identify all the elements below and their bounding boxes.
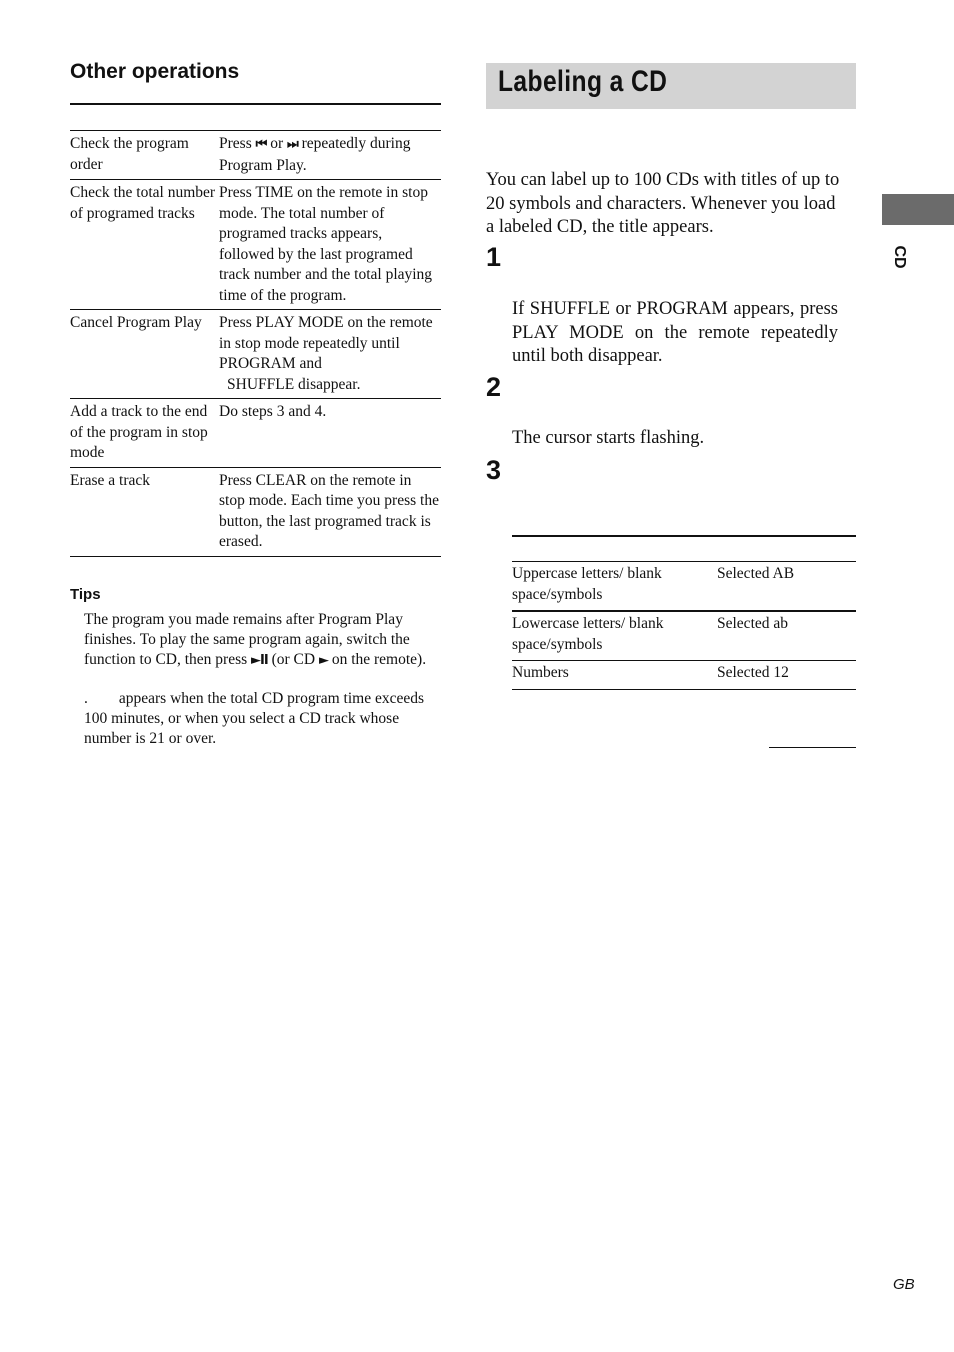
- desc-text: SHUFFLE disappear.: [227, 375, 361, 393]
- tip-item: [84, 610, 442, 670]
- table-row: [70, 399, 441, 468]
- table-row: [70, 310, 441, 399]
- heading-rule: [70, 103, 441, 105]
- intro-paragraph: You can label up to 100 CDs with titles of up to 20 symbols and characters. Whenever you load a labeled CD, the title appears.: [486, 170, 840, 237]
- play-icon: ►: [318, 652, 328, 668]
- section-label: CD: [891, 245, 908, 269]
- play-pause-icon: ►II: [251, 652, 268, 668]
- desc-text: Press: [219, 135, 256, 152]
- table-row: [70, 467, 441, 556]
- desc-text: or: [266, 135, 287, 152]
- operation-label: Add a track to the end of the program in stop mode: [70, 403, 208, 461]
- tip-item: . appears when the total CD program time exceeds 100 minutes, or when you select a CD track whose number is 21 or over.: [84, 690, 428, 747]
- operations-table: [70, 130, 441, 557]
- step-number: 3: [486, 455, 502, 485]
- display-indicator: Selected 12: [717, 664, 789, 681]
- page-language-code: GB: [893, 1276, 915, 1293]
- desc-text: Press PLAY MODE on the remote in stop mode repeatedly until PROGRAM and: [219, 314, 433, 372]
- section-tab: [882, 194, 954, 225]
- operation-description: Press TIME on the remote in stop mode. The total number of programed tracks appears, followed by the last programed track number and the total playing time of the program.: [219, 184, 433, 304]
- step-number: 2: [486, 372, 502, 402]
- next-track-icon: ⏭: [286, 137, 298, 152]
- display-indicator: Selected ab: [717, 615, 789, 632]
- page-title: Labeling a CD: [498, 65, 668, 98]
- character-type: Lowercase letters/ blank space/symbols: [512, 615, 664, 653]
- table-row: [512, 661, 856, 690]
- operation-label: Check the total number of programed tracks: [70, 184, 216, 222]
- table-row: [70, 131, 441, 180]
- continued-rule: [769, 747, 856, 748]
- previous-track-icon: ⏮: [255, 137, 267, 152]
- step-text: If SHUFFLE or PROGRAM appears, press PLAY MODE on the remote repeatedly until both disappear.: [512, 299, 838, 366]
- operation-description: [219, 310, 441, 399]
- operation-label: Check the program order: [70, 135, 189, 173]
- step-text: The cursor starts flashing.: [512, 428, 705, 448]
- display-indicator: Selected AB: [717, 565, 795, 582]
- operation-description: [219, 131, 441, 180]
- table-row: [512, 562, 856, 612]
- tip-text: The program you made remains after Program Play finishes. To play the same program again, switch the function to CD, then press: [84, 611, 410, 668]
- operation-description: Press CLEAR on the remote in stop mode. Each time you press the button, the last programed track is erased.: [219, 471, 439, 550]
- other-operations-heading: Other operations: [70, 60, 240, 83]
- tip-text: (or CD: [267, 650, 319, 668]
- step-number: 1: [486, 242, 502, 272]
- desc-text: repeatedly during Program Play.: [219, 135, 411, 174]
- table-row: [70, 180, 441, 310]
- character-type: Numbers: [512, 664, 569, 681]
- operation-description: Do steps 3 and 4.: [219, 403, 327, 420]
- operation-label: Erase a track: [70, 471, 151, 489]
- tip-text: on the remote).: [327, 650, 427, 668]
- table-rule: [512, 535, 856, 537]
- operation-label: Cancel Program Play: [70, 314, 202, 331]
- character-type-table: [512, 561, 856, 690]
- tips-heading: Tips: [70, 586, 101, 603]
- character-type: Uppercase letters/ blank space/symbols: [512, 565, 662, 603]
- table-row: [512, 611, 856, 661]
